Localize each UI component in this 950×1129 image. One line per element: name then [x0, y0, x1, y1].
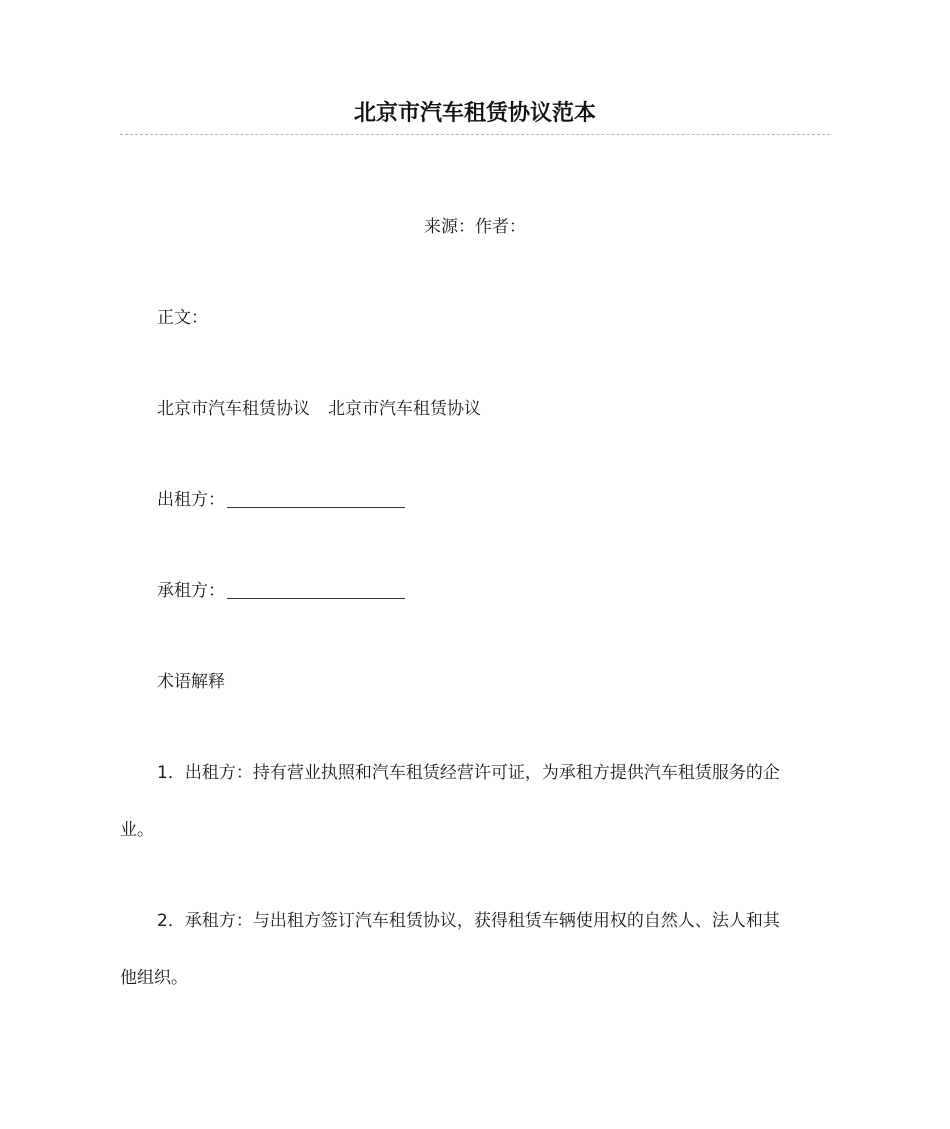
lessee-blank	[227, 580, 405, 599]
clause-2-line-2: 他组织。	[120, 968, 188, 988]
title-divider	[120, 134, 830, 135]
lessee-label: 承租方：	[157, 581, 225, 601]
lessor-blank	[227, 489, 405, 508]
body-label: 正文：	[157, 308, 208, 328]
lessor-line	[157, 486, 405, 514]
lessor-label: 出租方：	[157, 490, 225, 510]
document-title: 北京市汽车租赁协议范本	[353, 101, 596, 126]
agreement-subtitle	[157, 395, 481, 423]
agreement-subtitle-a: 北京市汽车租赁协议	[157, 399, 310, 419]
clause-2-line-1: 2．承租方：与出租方签订汽车租赁协议，获得租赁车辆使用权的自然人、法人和其	[157, 911, 780, 931]
clause-1-line-1: 1．出租方：持有营业执照和汽车租赁经营许可证，为承租方提供汽车租赁服务的企	[157, 763, 780, 783]
source-author-line: 来源：作者：	[424, 217, 526, 237]
lessee-line	[157, 577, 405, 605]
clause-1-line-2: 业。	[120, 820, 154, 840]
agreement-subtitle-b: 北京市汽车租赁协议	[328, 399, 481, 419]
terms-heading: 术语解释	[157, 672, 225, 692]
